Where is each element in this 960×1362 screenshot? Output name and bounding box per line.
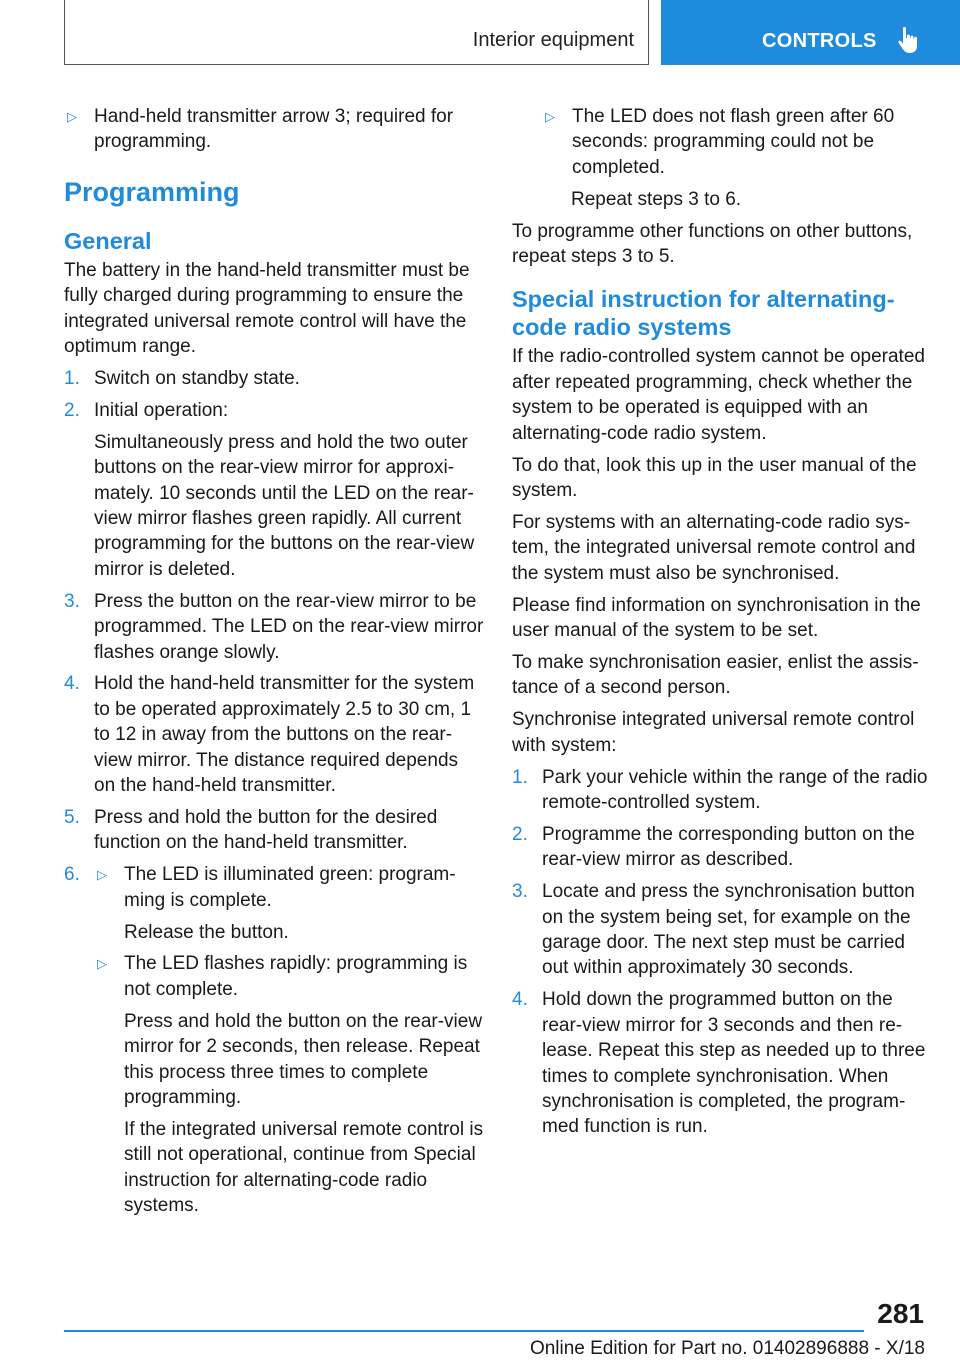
left-column: [64, 104, 484, 1225]
paragraph: The battery in the hand-held transmitter must be fully charged during programming to ensure the integrated universal remote control will have the optimum range.: [64, 259, 470, 358]
step-number: 2.: [512, 823, 528, 845]
list-item-detail: Press and hold the button on the rear-view mirror for 2 seconds, then release. Repeat this process three times to complete programming.: [124, 1010, 483, 1108]
list-item: [64, 104, 484, 155]
step-text: Park your vehicle within the range of the radio remote-controlled system.: [542, 766, 928, 813]
paragraph: To make synchronisation easier, enlist the assistance of a second person.: [512, 651, 919, 699]
triangle-bullet-icon: ▷: [97, 956, 107, 972]
triangle-bullet-icon: ▷: [545, 109, 555, 124]
list-item-text: The LED is illuminated green: programming is complete.: [124, 864, 456, 911]
paragraph: For systems with an alternating-code radio system, the integrated universal remote control and the system must also be synchronised.: [512, 511, 916, 584]
list-item-text: Hand-held transmitter arrow 3; required for programming.: [94, 106, 454, 153]
section-title: Interior equipment: [472, 29, 634, 51]
step-text: Hold down the programmed button on the rear-view mirror for 3 seconds and then release. Repeat this step as needed up to three times to complete synchronisation. When synchronisation is completed, the programmed function is run.: [542, 989, 926, 1138]
paragraph: If the radio-controlled system cannot be operated after repeated programming, check whether the system to be operated is equipped with an alternating-code radio system.: [512, 346, 925, 444]
header-section-tab: [64, 0, 649, 65]
step-text: Initial operation:: [94, 399, 229, 421]
step-2: [512, 822, 932, 873]
step-text: Locate and press the synchronisation button on the system being set, for example on the garage door. The next step must be carried out within approximately 30 seconds.: [542, 881, 915, 979]
step-number: 6.: [64, 864, 80, 886]
right-column: [512, 104, 932, 1146]
step-number: 3.: [512, 881, 528, 903]
subsection-heading: General: [64, 227, 152, 254]
list-item-detail: Repeat steps 3 to 6.: [571, 188, 742, 210]
paragraph: Please find information on synchronisation in the user manual of the system to be set.: [512, 594, 921, 641]
step-text: Programme the corresponding button on the rear-view mirror as described.: [542, 823, 915, 871]
step-number: 5.: [64, 806, 80, 828]
step-detail: Simultaneously press and hold the two outer buttons on the rear-view mirror for approximately. 10 seconds until the LED on the rear-view mirror flashes green rapidly. All current programming for the buttons on the rear-view mirror is deleted.: [94, 431, 475, 580]
step-number: 2.: [64, 399, 80, 421]
list-item-detail: If the integrated universal remote control is still not operational, continue from Special instruction for alternating-code radio systems.: [124, 1118, 484, 1217]
footer-edition: Online Edition for Part no. 01402896888 - X/18: [529, 1338, 925, 1359]
page-number: 281: [877, 1298, 924, 1329]
step-3: [64, 589, 484, 665]
step-4: [64, 671, 484, 798]
triangle-bullet-icon: ▷: [67, 109, 77, 124]
section-heading: Programming: [64, 176, 240, 207]
section-heading: Special instruction for alternating-code radio systems: [512, 286, 895, 341]
pointing-hand-icon: [897, 26, 923, 54]
step-number: 1.: [64, 367, 80, 389]
step-1: [512, 765, 932, 816]
list-item: [94, 951, 484, 1002]
list-item-text: The LED flashes rapidly: programming is not complete.: [124, 953, 468, 1000]
paragraph: To programme other functions on other buttons, repeat steps 3 to 5.: [512, 220, 913, 268]
step-number: 1.: [512, 766, 528, 788]
list-item-text: The LED does not flash green after 60 seconds: programming could not be completed.: [572, 106, 895, 178]
step-4: [512, 987, 932, 1139]
step-1: [64, 366, 484, 391]
step-6: [64, 862, 484, 1218]
step-text: Press the button on the rear-view mirror to be programmed. The LED on the rear-view mirror flashes orange slowly.: [94, 590, 484, 663]
list-item-detail: Release the button.: [124, 921, 289, 943]
step-5: [64, 805, 484, 856]
step-number: 3.: [64, 590, 80, 612]
triangle-bullet-icon: ▷: [97, 867, 107, 883]
paragraph: Synchronise integrated universal remote control with system:: [512, 709, 915, 756]
step-text: Hold the hand-held transmitter for the system to be operated approximately 2.5 to 30 cm, 1 to 12 in away from the buttons on the rear-view mirror. The distance required depends on the hand-held transmitter.: [94, 673, 475, 797]
footer-divider: [64, 1330, 864, 1332]
step-2: [64, 398, 484, 423]
chapter-title: CONTROLS: [762, 30, 877, 52]
step-text: Switch on standby state.: [94, 367, 300, 389]
header-chapter-tab: [661, 0, 960, 65]
step-text: Press and hold the button for the desired function on the hand-held transmitter.: [94, 806, 438, 854]
paragraph: To do that, look this up in the user manual of the system.: [512, 454, 917, 501]
step-number: 4.: [64, 673, 80, 695]
list-item: [94, 862, 484, 913]
list-item: [542, 104, 932, 180]
step-number: 4.: [512, 989, 528, 1011]
step-3: [512, 879, 932, 981]
